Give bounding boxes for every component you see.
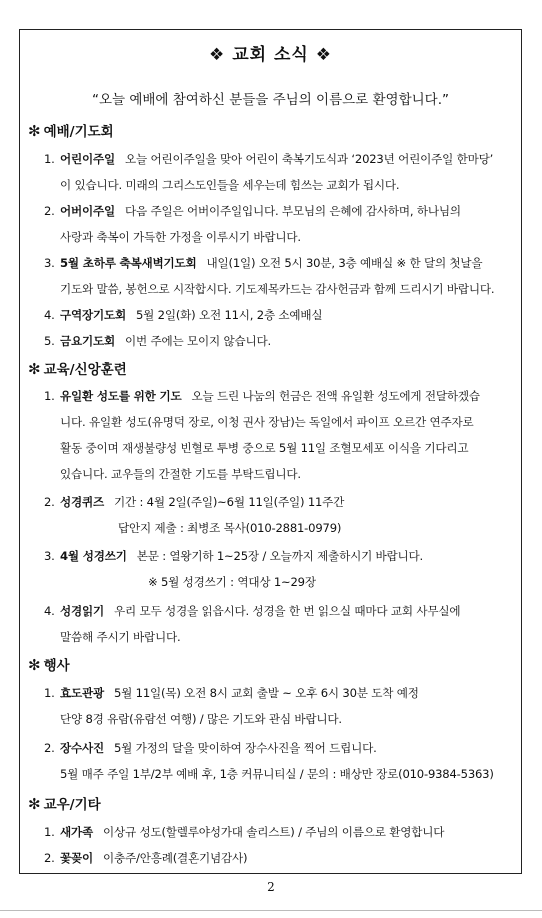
bulletin-frame [19, 29, 522, 874]
members-item-1: 1. 새가족 이상규 성도(할렐루야성가대 솔리스트) / 주님의 이름으로 환영합니다 [44, 825, 445, 839]
worship-item-1: 1. 어린이주일 오늘 어린이주일을 맞아 어린이 축복기도식과 ‘2023년 어린이주일 한마당’ [44, 152, 494, 166]
worship-item-1-cont: 이 있습니다. 미래의 그리스도인들을 세우는데 힘쓰는 교회가 됩시다. [60, 178, 400, 192]
section-heading-worship: ✻ 예배/기도회 [28, 122, 114, 140]
events-item-1: 1. 효도관광 5월 11일(목) 오전 8시 교회 출발 ~ 오후 6시 30분 도착 예정 [44, 686, 419, 700]
worship-item-2-cont: 사랑과 축복이 가득한 가정을 이루시기 바랍니다. [60, 230, 301, 244]
education-item-4-cont: 말씀해 주시기 바랍니다. [60, 630, 181, 644]
welcome-message: “오늘 예배에 참여하신 분들을 주님의 이름으로 환영합니다.” [91, 92, 449, 108]
events-item-1-cont: 단양 8경 유람(유람선 여행) / 많은 기도와 관심 바랍니다. [60, 712, 342, 726]
education-item-3: 3. 4월 성경쓰기 본문 : 열왕기하 1~25장 / 오늘까지 제출하시기 바랍니다. [44, 549, 424, 563]
page-number: 2 [267, 880, 275, 894]
worship-item-4: 4. 구역장기도회 5월 2일(화) 오전 11시, 2층 소예배실 [44, 308, 323, 322]
worship-item-5: 5. 금요기도회 이번 주에는 모이지 않습니다. [44, 334, 271, 348]
education-item-4: 4. 성경읽기 우리 모두 성경을 읽읍시다. 성경을 한 번 읽으실 때마다 교회 사무실에 [44, 604, 461, 618]
page-title: ❖ 교회 소식 ❖ [209, 45, 332, 65]
education-item-2-cont: 답안지 제출 : 최병조 목사(010-2881-0979) [118, 521, 342, 535]
worship-item-3: 3. 5월 초하루 축복새벽기도회 내일(1일) 오전 5시 30분, 3층 예배실 ※ 한 달의 첫날을 [44, 256, 483, 270]
education-item-1-cont-1: 니다. 유일환 성도(유명덕 장로, 이청 권사 장남)는 독일에서 파이프 오르간 연주자로 [60, 415, 474, 429]
education-item-3-cont: ※ 5월 성경쓰기 : 역대상 1~29장 [148, 575, 316, 589]
asterisk-icon: ✻ [28, 795, 41, 813]
events-item-2-cont: 5월 매주 주일 1부/2부 예배 후, 1층 커뮤니티실 / 문의 : 배상만 장로(010-9384-5363) [60, 767, 494, 781]
events-item-2: 2. 장수사진 5월 가정의 달을 맞이하여 장수사진을 찍어 드립니다. [44, 741, 377, 755]
asterisk-icon: ✻ [28, 360, 41, 378]
asterisk-icon: ✻ [28, 656, 41, 674]
asterisk-icon: ✻ [28, 122, 41, 140]
bottom-divider [0, 910, 542, 911]
worship-item-2: 2. 어버이주일 다음 주일은 어버이주일입니다. 부모님의 은혜에 감사하며, 하나님의 [44, 204, 461, 218]
education-item-1: 1. 유일환 성도를 위한 기도 오늘 드린 나눔의 헌금은 전액 유일환 성도에게 전달하겠습 [44, 389, 480, 403]
members-item-2: 2. 꽃꽂이 이충주/안흥례(결혼기념감사) [44, 851, 248, 865]
section-heading-members: ✻ 교우/기타 [28, 795, 101, 813]
section-heading-events: ✻ 행사 [28, 656, 70, 674]
worship-item-3-cont: 기도와 말씀, 봉헌으로 시작합시다. 기도제목카드는 감사헌금과 함께 드리시기 바랍니다. [60, 282, 495, 296]
education-item-2: 2. 성경퀴즈 기간 : 4월 2일(주일)~6월 11일(주일) 11주간 [44, 495, 345, 509]
section-heading-education: ✻ 교육/신앙훈련 [28, 360, 127, 378]
education-item-1-cont-3: 있습니다. 교우들의 간절한 기도를 부탁드립니다. [60, 467, 301, 481]
education-item-1-cont-2: 활동 중이며 재생불량성 빈혈로 투병 중으로 5월 11일 조혈모세포 이식을 기다리고 [60, 441, 469, 455]
